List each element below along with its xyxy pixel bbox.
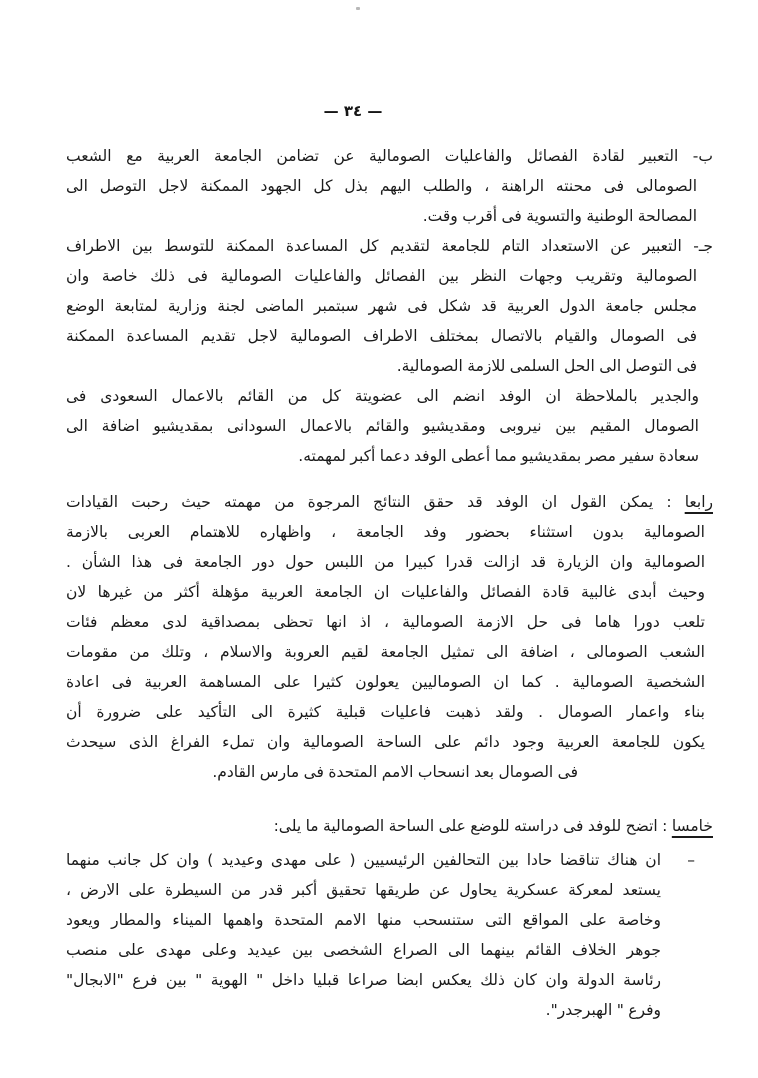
text-line: الصومالى فى محنته الراهنة ، والطلب اليهم بذل كل الجهود الممكنة لاجل التوصل الى <box>66 177 697 195</box>
text-line: الصومالية بدون استثناء بحضور وفد الجامعة ، واظهاره للاهتمام العربى بالازمة <box>66 523 705 541</box>
text-line: فى التوصل الى الحل السلمى للازمة الصومالية. <box>396 357 697 375</box>
text-line: الشخصية الصومالية . كما ان الصوماليين يعولون كثيرا على المساهمة العربية فى اعادة <box>66 673 705 691</box>
text-line: خامسا : اتضح للوفد فى دراسته للوضع على الساحة الصومالية ما يلى: <box>273 817 713 835</box>
text-line: رابعا : يمكن القول ان الوفد قد حقق النتائج المرجوة من مهمته حيث رحبت القيادات <box>66 493 713 511</box>
text-line: والجدير بالملاحظة ان الوفد انضم الى عضويتة كل من القائم بالاعمال السعودى فى <box>66 387 699 405</box>
section-heading: خامسا <box>671 817 713 835</box>
text-line: الشعب الصومالى ، اضافة الى تمثيل الجامعة لقيم العروبة والاسلام ، وتلك من مقومات <box>66 643 705 661</box>
section-heading: رابعا <box>684 493 713 511</box>
text-line: المصالحة الوطنية والتسوية فى أقرب وقت. <box>422 207 697 225</box>
item-ba <box>66 141 713 231</box>
bullet-dash: – <box>687 851 695 869</box>
document-body <box>66 141 713 1025</box>
text-line: تلعب دورا هاما فى حل الازمة الصومالية ، اذ انها تحظى بمصداقية لدى معظم فئات <box>66 613 705 631</box>
text-line: – ان هناك تناقضا حادا بين التحالفين الرئيسيين ( على مهدى وعيديد ) وان كل جانب منهما <box>66 845 713 875</box>
text-line: ب- التعبير لقادة الفصائل والفاعليات الصومالية عن تضامن الجامعة العربية مع الشعب <box>66 147 713 165</box>
text-line: الصومال المقيم بين نيروبى ومقديشيو والقائم بالاعمال السودانى بمقديشيو اضافة الى <box>66 417 699 435</box>
text-line: فى الصومال بعد انسحاب الامم المتحدة فى مارس القادم. <box>212 763 578 781</box>
page-number-label: — ٣٤ — <box>323 102 383 120</box>
text-line: جوهر الخلاف القائم بينهما الى الصراع الشخصى بين عيديد وعلى مهدى على منصب <box>66 941 661 959</box>
text-line: سعادة سفير مصر بمقديشيو مما أعطى الوفد دعما أكبر لمهمته. <box>298 447 699 465</box>
text-line: مجلس جامعة الدول العربية قد شكل فى شهر سبتمبر الماضى لجنة وزارية لمتابعة الوضع <box>66 297 697 315</box>
text-line: رئاسة الدولة وان كان ذلك يعكس ابضا صراعا قبليا داخل " الهوية " بين فرع "الابجال" <box>66 971 661 989</box>
bullet-item-1 <box>66 845 713 1025</box>
text-line: جـ- التعبير عن الاستعداد التام للجامعة لتقديم كل المساعدة الممكنة للتوسط بين الاطراف <box>66 237 713 255</box>
text-line: وحيث أبدى غالبية قادة الفصائل والفاعليات ان الجامعة العربية مؤهلة أكثر من غيرها لان <box>66 583 705 601</box>
page-number <box>0 102 758 120</box>
text-line: يكون للجامعة العربية وجود دائم على الساحة الصومالية وان تملء الفراغ الذى سيحدث <box>66 733 705 751</box>
text-line: وخاصة على المواقع التى ستنسحب منها الامم المتحدة واهمها الميناء والمطار ويعود <box>66 911 661 929</box>
text-line: فى الصومال والقيام بالاتصال بمختلف الاطراف الصومالية لاجل تقديم المساعدة الممكنة <box>66 327 697 345</box>
text-line: الصومالية وتقريب وجهات النظر بين الفصائل والفاعليات الصومالية فى ذلك خاصة وان <box>66 267 697 285</box>
item-jeem <box>66 231 713 381</box>
para-waljadeer <box>66 381 713 471</box>
section-khamisan <box>66 811 713 841</box>
text-line: وفرع " الهبرجدر". <box>545 1001 661 1019</box>
text-line: بناء واعمار الصومال . ولقد ذهبت فاعليات قبلية كثيرة الى التأكيد على ضرورة أن <box>66 703 705 721</box>
section-rabean <box>66 487 713 787</box>
text-line: الصومالية وان الزيارة قد ازالت قدرا كبيرا من اللبس حول دور الجامعة فى هذا الشأن . <box>66 553 705 571</box>
text-line: يستعد لمعركة عسكرية يحاول عن طريقها تحقيق أكبر قدر من السيطرة على الارض ، <box>66 881 661 899</box>
scan-artifact-dot <box>356 7 360 10</box>
